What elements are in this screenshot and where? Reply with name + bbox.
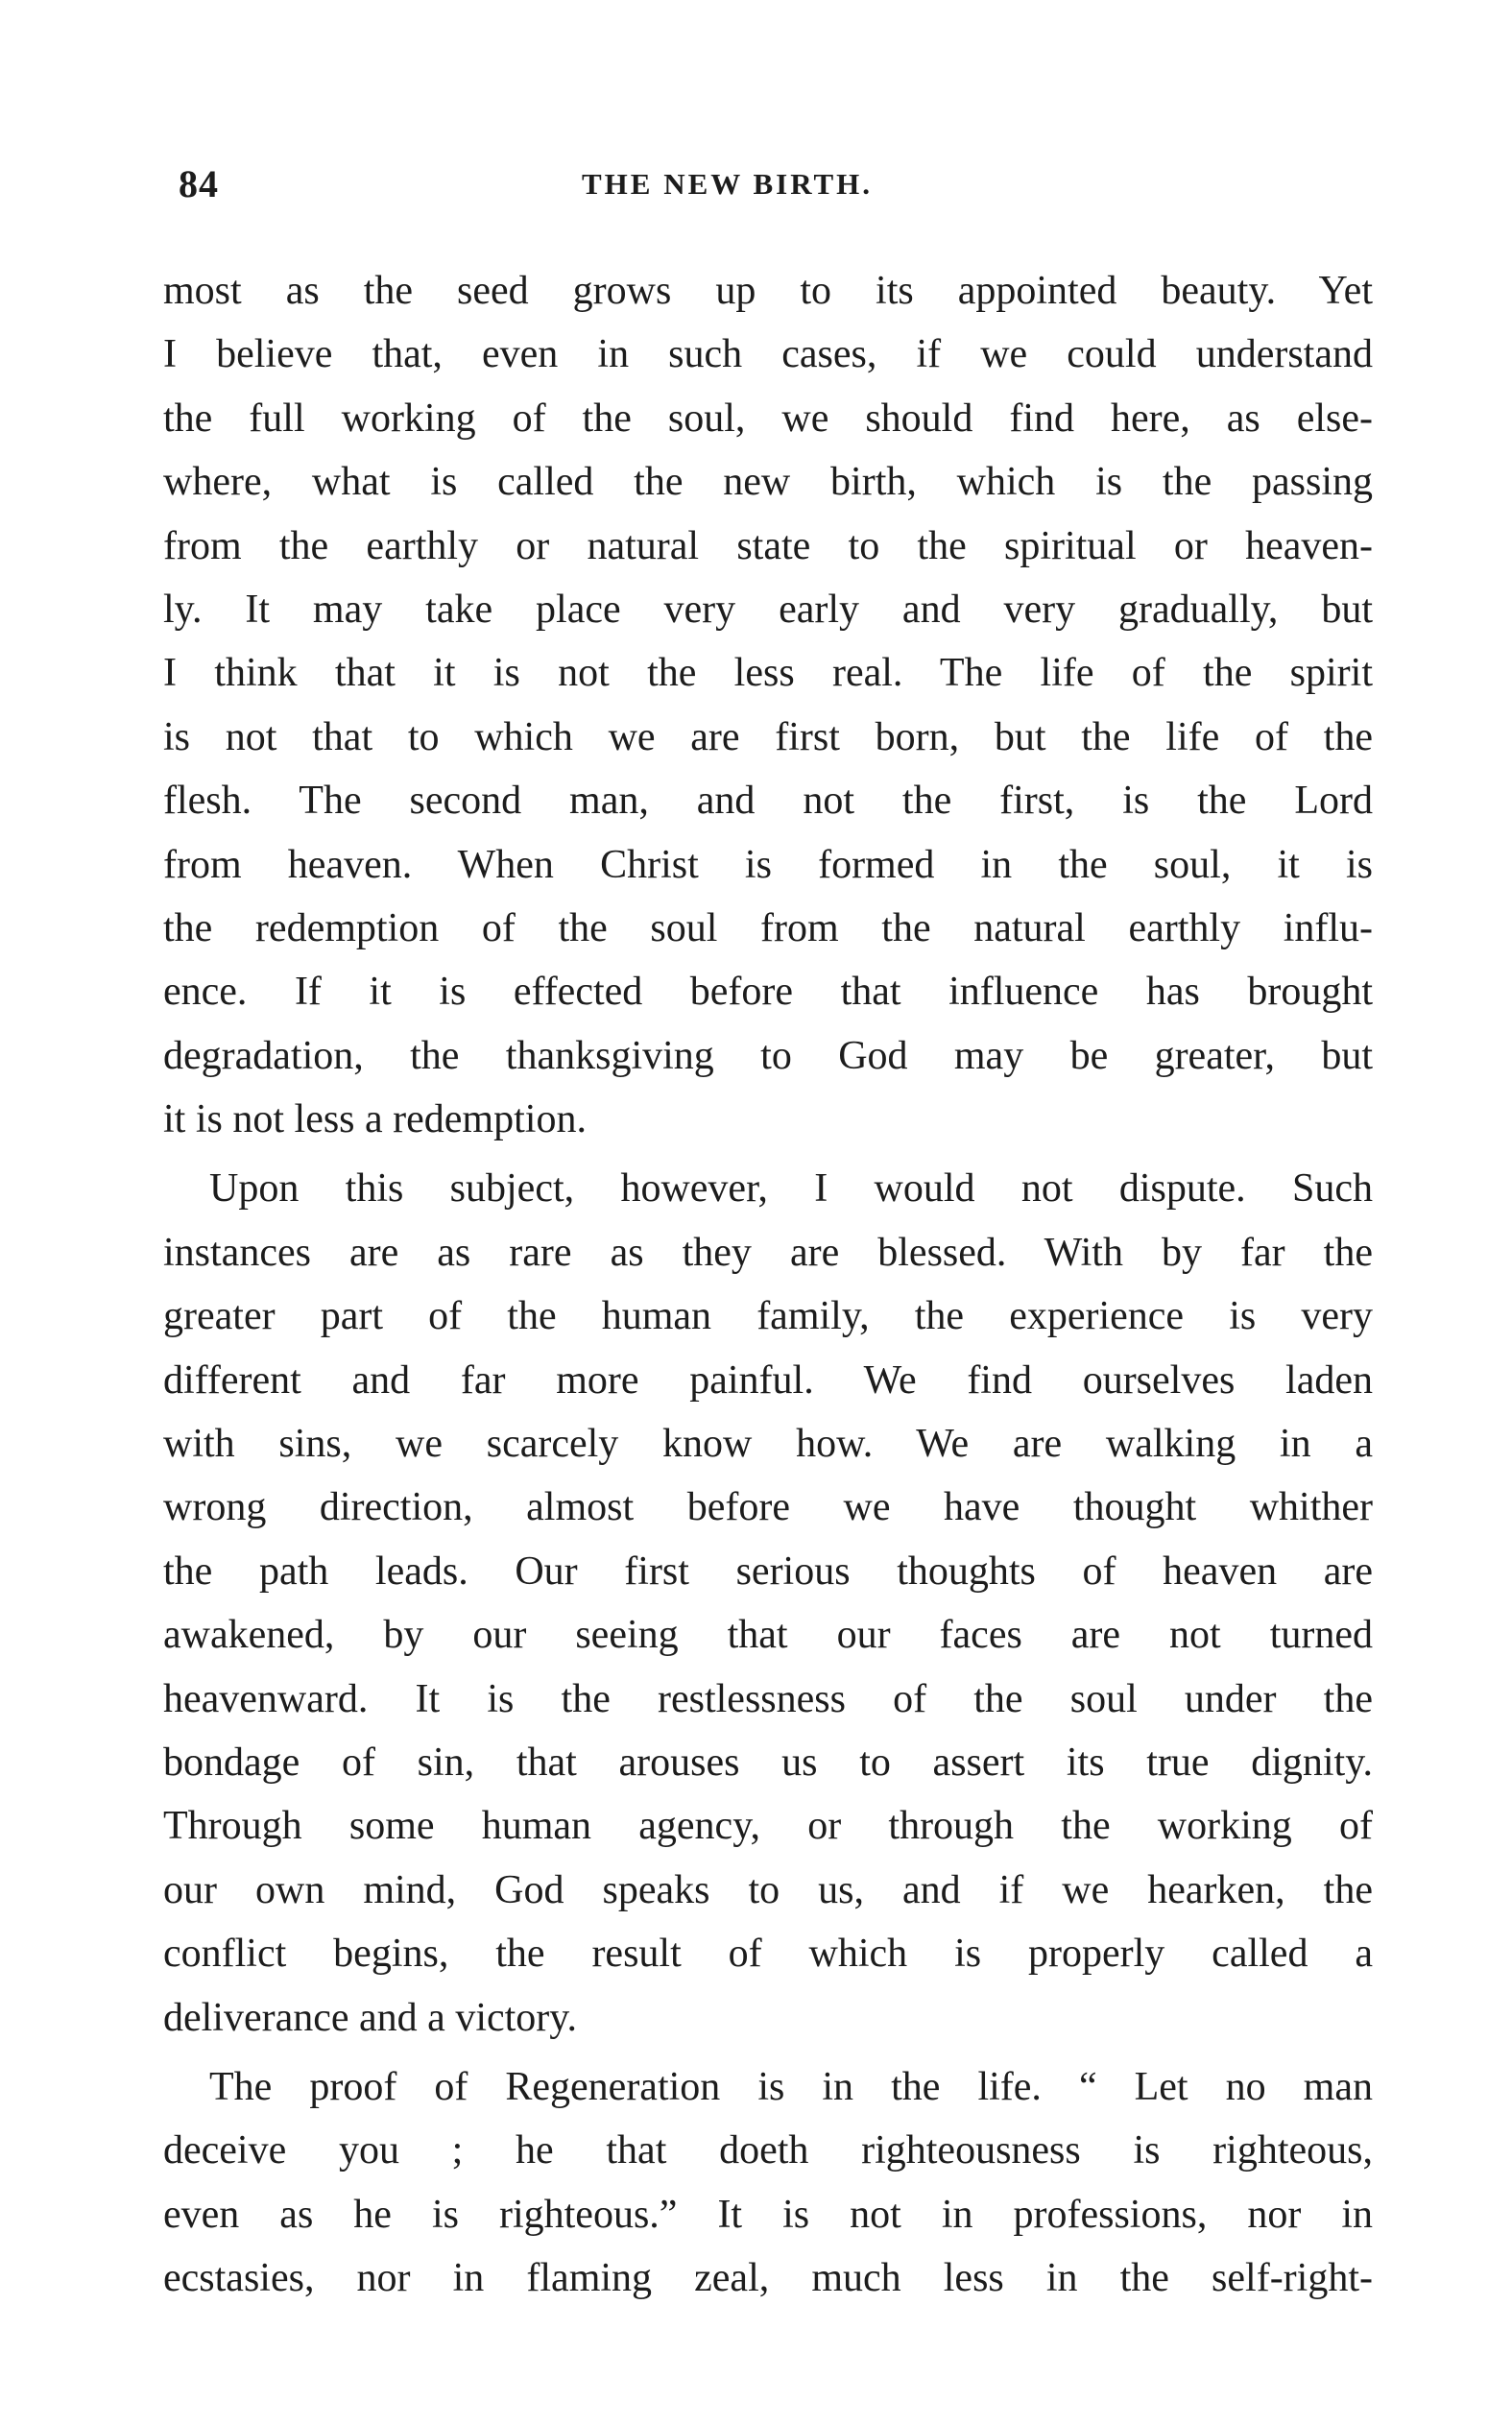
text-line: degradation, the thanksgiving to God may be greater, but	[163, 1033, 1373, 1078]
text-line: deliverance and a victory.	[163, 1995, 578, 2040]
text-line: different and far more painful. We find ourselves laden	[163, 1357, 1373, 1403]
text-line: ly. It may take place very early and very gradually, but	[163, 587, 1373, 632]
text-line: conflict begins, the result of which is properly called a	[163, 1932, 1373, 1977]
text-line: I think that it is not the less real. The life of the spirit	[163, 651, 1373, 696]
text-line: from the earthly or natural state to the spiritual or heaven-	[163, 523, 1373, 568]
text-line: heavenward. It is the restlessness of the soul under the	[163, 1676, 1373, 1721]
body-text	[163, 259, 1373, 2311]
text-line: our own mind, God speaks to us, and if we hearken, the	[163, 1867, 1373, 1912]
text-line: most as the seed grows up to its appointed beauty. Yet	[163, 269, 1373, 313]
text-line: the redemption of the soul from the natural earthly influ-	[163, 905, 1373, 950]
text-line: deceive you ; he that doeth righteousness is righteous,	[163, 2128, 1373, 2173]
text-line: I believe that, even in such cases, if we could understand	[163, 332, 1373, 377]
text-line: where, what is called the new birth, which is the passing	[163, 460, 1373, 505]
page-number: 84	[179, 162, 219, 205]
text-line: the path leads. Our first serious thoughts of heaven are	[163, 1549, 1373, 1594]
text-line: Upon this subject, however, I would not dispute. Such	[209, 1166, 1373, 1212]
paragraph-3	[163, 2055, 1373, 2311]
text-line: with sins, we scarcely know how. We are walking in a	[163, 1422, 1373, 1467]
text-line: even as he is righteous.” It is not in professions, nor in	[163, 2192, 1373, 2237]
text-line: ence. If it is effected before that influence has brought	[163, 970, 1373, 1015]
page-header	[179, 161, 1369, 219]
text-line: the full working of the soul, we should find here, as else-	[163, 396, 1373, 441]
paragraph-2	[163, 1157, 1373, 2049]
text-line: from heaven. When Christ is formed in the soul, it is	[163, 842, 1373, 887]
text-line: Through some human agency, or through the working of	[163, 1804, 1373, 1849]
text-line: greater part of the human family, the experience is very	[163, 1294, 1373, 1339]
text-line: awakened, by our seeing that our faces are not turned	[163, 1613, 1373, 1658]
text-line: flesh. The second man, and not the first, is the Lord	[163, 779, 1373, 824]
text-line: bondage of sin, that arouses us to assert its true dignity.	[163, 1740, 1373, 1785]
text-line: is not that to which we are first born, but the life of the	[163, 714, 1373, 759]
text-line: wrong direction, almost before we have thought whither	[163, 1485, 1373, 1530]
text-line: ecstasies, nor in flaming zeal, much less in the self-right-	[163, 2256, 1373, 2301]
text-line: instances are as rare as they are blessed. With by far the	[163, 1230, 1373, 1275]
paragraph-1	[163, 259, 1373, 1151]
text-line: it is not less a redemption.	[163, 1097, 587, 1142]
running-head: THE NEW BIRTH.	[582, 167, 874, 201]
text-line: The proof of Regeneration is in the life. “ Let no man	[209, 2064, 1373, 2109]
